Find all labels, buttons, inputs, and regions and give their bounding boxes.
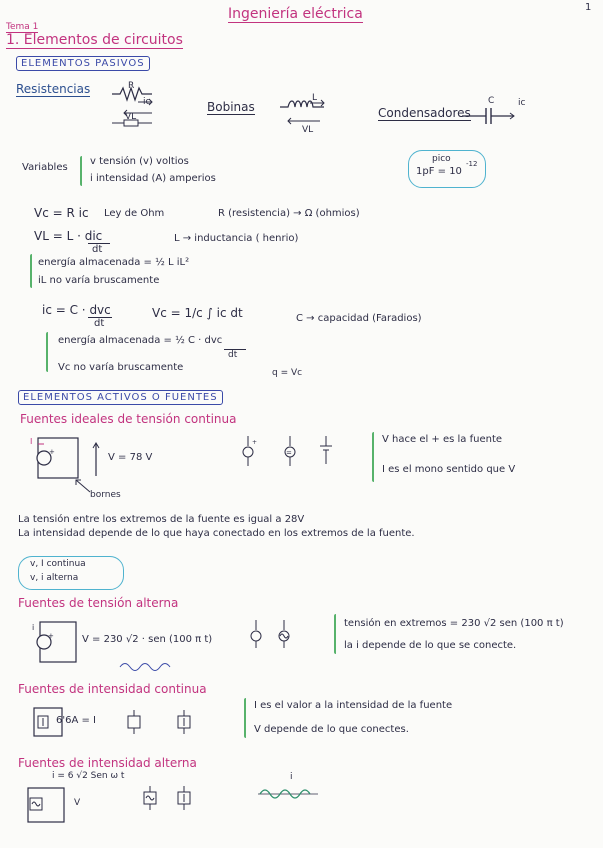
bornes-label: bornes (90, 490, 121, 500)
paragraph-2: La intensidad depende de lo que haya conectado en los extremos de la fuente. (18, 528, 415, 539)
bob-l-label: L (312, 93, 318, 103)
intalt-v-label: V (74, 798, 81, 808)
alt-note-2: la i depende de lo que se conecte. (344, 640, 517, 651)
ind-energy: energía almacenada = ½ L iL² (38, 257, 190, 268)
paragraph-1: La tensión entre los extremos de la fuente es igual a 28V (18, 514, 305, 525)
alt-note-1: tensión en extremos = 230 √2 sen (100 π t) (344, 618, 564, 629)
tema-label: Tema 1 (6, 22, 39, 32)
cap-energy: energía almacenada = ½ C · dvc (58, 335, 223, 346)
ideal-note-2: I es el mono sentido que V (382, 464, 516, 475)
cloud-line-1: v, I continua (30, 559, 86, 569)
ind-dt: dt (92, 244, 103, 255)
cap-equation: ic = C · dvc (42, 303, 111, 317)
cap-brusc: Vc no varía bruscamente (58, 362, 184, 373)
alt-sources-heading: Fuentes de tensión alterna (18, 596, 179, 610)
pasivos-box: ELEMENTOS PASIVOS (16, 56, 150, 71)
ac-current-symbols (140, 786, 210, 816)
alt-source-circuit (30, 618, 90, 678)
alt-notes-brace (334, 614, 339, 654)
intalt-wave (258, 784, 318, 804)
ind-l-text: L → inductancia ( henrio) (174, 233, 299, 244)
section-title: 1. Elementos de circuitos (6, 32, 183, 48)
svg-text:+: + (252, 439, 258, 446)
cap-brace (46, 332, 51, 372)
ind-equation: VL = L · dic (34, 229, 103, 243)
var-v: v tensión (v) voltios (90, 156, 189, 167)
svg-text:+: + (48, 632, 54, 640)
pico-label: pico (432, 154, 451, 164)
ind-brusc: iL no varía bruscamente (38, 275, 160, 286)
int-equation: 6'6A = I (56, 715, 96, 726)
resistencias-heading: Resistencias (16, 82, 91, 96)
ohm-name: Ley de Ohm (104, 208, 165, 219)
current-source-symbols (124, 710, 214, 740)
cap-dt: dt (94, 318, 105, 329)
cap-q: q = Vc (272, 368, 303, 378)
ohm-r-text: R (resistencia) → Ω (ohmios) (218, 208, 360, 219)
bob-vl-label: VL (302, 125, 314, 135)
pico-equation: 1pF = 10 (416, 166, 462, 177)
ideal-sources-heading: Fuentes ideales de tensión continua (20, 412, 237, 426)
dc-source-symbols (240, 436, 340, 476)
res-ic-label: ic (143, 97, 151, 107)
int-notes-brace (244, 698, 249, 738)
int-sources-heading: Fuentes de intensidad continua (18, 682, 207, 696)
intalt-equation: i = 6 √2 Sen ω t (52, 771, 125, 781)
cap-c-text: C → capacidad (Faradios) (296, 313, 422, 324)
bornes-arrow (72, 478, 102, 498)
ind-brace (30, 254, 35, 288)
svg-text:=: = (286, 449, 292, 457)
intalt-sources-heading: Fuentes de intensidad alterna (18, 756, 197, 770)
cond-c-label: C (488, 96, 495, 106)
svg-text:i: i (32, 623, 35, 632)
cloud-line-2: v, i alterna (30, 573, 79, 583)
resistor-symbol (112, 80, 172, 130)
condensadores-heading: Condensadores (378, 106, 471, 120)
variables-brace (80, 156, 85, 186)
cond-ic-label: ic (518, 98, 526, 108)
cap-v-integral: Vc = 1/c ∫ ic dt (152, 306, 243, 320)
activos-box: ELEMENTOS ACTIVOS O FUENTES (18, 390, 223, 405)
ohm-equation: Vc = R ic (34, 206, 89, 220)
int-note-1: I es el valor a la intensidad de la fuente (254, 700, 453, 711)
cap-energy-dt: dt (228, 350, 238, 360)
ac-source-symbols (248, 620, 308, 660)
voltage-arrow (90, 440, 110, 480)
ideal-notes-brace (372, 432, 377, 482)
res-vl-label: VL (125, 112, 137, 122)
svg-text:I: I (30, 437, 33, 446)
page-number: 1 (585, 2, 592, 13)
svg-text:+: + (49, 448, 55, 456)
int-note-2: V depende de lo que conectes. (254, 724, 409, 735)
alt-equation: V = 230 √2 · sen (100 π t) (82, 634, 213, 645)
bobinas-heading: Bobinas (207, 100, 255, 114)
variables-label: Variables (22, 162, 68, 173)
res-r-label: R (128, 81, 135, 91)
ideal-note-1: V hace el + es la fuente (382, 434, 503, 445)
wave-i-label: i (290, 772, 293, 782)
ac-current-source-circuit (22, 784, 82, 828)
ideal-v-value: V = 78 V (108, 452, 153, 463)
var-i: i intensidad (A) amperios (90, 173, 216, 184)
pico-exponent: -12 (466, 160, 478, 168)
page-title: Ingeniería eléctrica (228, 6, 363, 22)
alt-wave (120, 660, 170, 674)
